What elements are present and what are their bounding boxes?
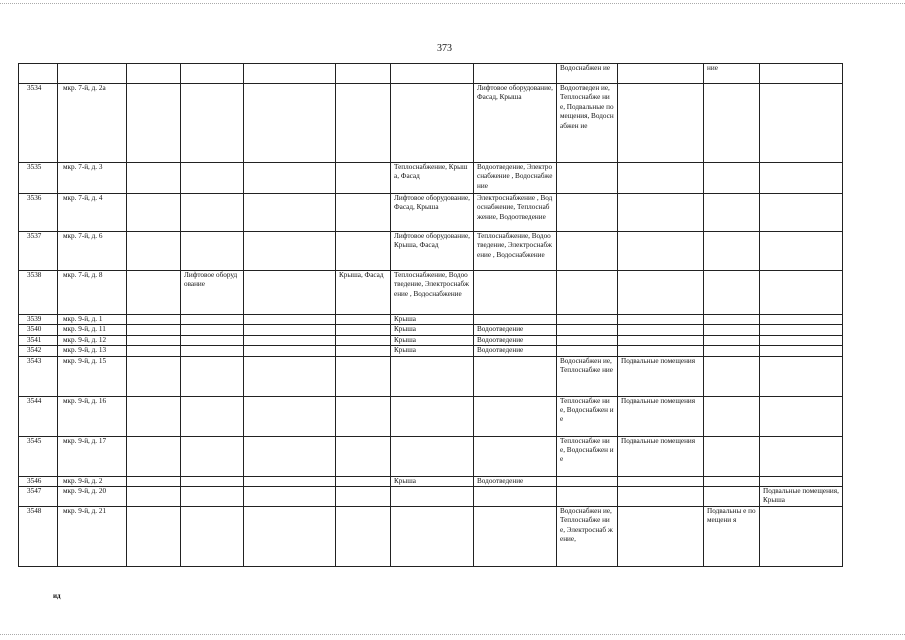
table-cell (127, 487, 181, 507)
scan-edge-bottom (0, 634, 905, 635)
table-cell: Крыша (391, 325, 474, 335)
footer-mark: ид (53, 592, 61, 600)
table-cell (244, 506, 336, 566)
table-cell (127, 163, 181, 194)
table-row (19, 396, 843, 436)
table-cell (760, 84, 843, 163)
table-cell: Лифтовое оборудование, Крыша, Фасад (391, 232, 474, 271)
table-cell (557, 487, 618, 507)
table-cell (391, 64, 474, 84)
table-cell: Крыша (391, 476, 474, 486)
table-cell (244, 232, 336, 271)
table-cell: Подвальны е помещени я (704, 506, 760, 566)
row-number-cell: 3535 (19, 163, 58, 194)
row-number-cell (19, 64, 58, 84)
table-cell (557, 271, 618, 315)
address-cell: мкр. 9-й, д. 2 (58, 476, 127, 486)
table-cell (181, 64, 244, 84)
table-cell (760, 356, 843, 396)
table-cell (704, 436, 760, 476)
table-cell (391, 356, 474, 396)
table-cell (704, 487, 760, 507)
table-cell (244, 436, 336, 476)
table-cell: Водоотведение (474, 325, 557, 335)
table-cell (704, 84, 760, 163)
row-number-cell: 3545 (19, 436, 58, 476)
address-cell: мкр. 9-й, д. 20 (58, 487, 127, 507)
table-row (19, 315, 843, 325)
table-cell (760, 346, 843, 356)
address-cell: мкр. 9-й, д. 21 (58, 506, 127, 566)
table-cell (760, 232, 843, 271)
table-cell (336, 506, 391, 566)
table-cell (244, 315, 336, 325)
table-row (19, 506, 843, 566)
table-cell (474, 64, 557, 84)
table-cell (336, 232, 391, 271)
table-cell (244, 163, 336, 194)
table-cell (391, 487, 474, 507)
table-cell (760, 64, 843, 84)
table-cell (618, 476, 704, 486)
table-cell (181, 194, 244, 232)
table-cell (618, 271, 704, 315)
table-cell (474, 487, 557, 507)
table-cell (704, 315, 760, 325)
row-number-cell: 3534 (19, 84, 58, 163)
table-cell (336, 346, 391, 356)
address-cell: мкр. 7-й, д. 6 (58, 232, 127, 271)
row-number-cell: 3537 (19, 232, 58, 271)
table-cell (336, 436, 391, 476)
table-cell (704, 476, 760, 486)
table-cell (704, 163, 760, 194)
table-cell (336, 356, 391, 396)
row-number-cell: 3541 (19, 335, 58, 345)
table-cell (181, 356, 244, 396)
table-row (19, 346, 843, 356)
table-cell (181, 396, 244, 436)
table-cell (474, 315, 557, 325)
table-cell (181, 232, 244, 271)
table-cell (391, 436, 474, 476)
address-cell: мкр. 9-й, д. 12 (58, 335, 127, 345)
address-cell (58, 64, 127, 84)
table-cell: Водоотведение, Электроснабжение , Водоснабжение (474, 163, 557, 194)
table-cell: Подвальные помещения, Крыша (760, 487, 843, 507)
table-cell (760, 476, 843, 486)
table-cell (760, 506, 843, 566)
table-cell (474, 271, 557, 315)
row-number-cell: 3544 (19, 396, 58, 436)
table-cell (181, 335, 244, 345)
table-row (19, 84, 843, 163)
row-number-cell: 3540 (19, 325, 58, 335)
address-cell: мкр. 9-й, д. 13 (58, 346, 127, 356)
table-row (19, 356, 843, 396)
table-cell (181, 506, 244, 566)
table-cell: Теплоснабже ние, Водоснабжен ие (557, 436, 618, 476)
table-cell (474, 356, 557, 396)
table-cell (760, 271, 843, 315)
address-cell: мкр. 7-й, д. 4 (58, 194, 127, 232)
table-row (19, 325, 843, 335)
table-cell (618, 315, 704, 325)
table-cell (336, 194, 391, 232)
table-cell (618, 335, 704, 345)
table-cell (704, 356, 760, 396)
table-cell: Водоотведен ие, Теплоснабже ние, Подвальные помещения, Водоснабжен ие (557, 84, 618, 163)
table-row (19, 476, 843, 486)
row-number-cell: 3543 (19, 356, 58, 396)
table-cell (474, 436, 557, 476)
table-cell (244, 335, 336, 345)
table-cell (704, 325, 760, 335)
address-cell: мкр. 7-й, д. 8 (58, 271, 127, 315)
table-cell (760, 163, 843, 194)
table-cell (127, 356, 181, 396)
table-cell: Водоснабжен ие, Теплоснабже ние (557, 356, 618, 396)
table-cell (244, 325, 336, 335)
table-cell (181, 476, 244, 486)
table-cell (336, 64, 391, 84)
table-cell: Подвальные помещения (618, 356, 704, 396)
table-cell: Крыша (391, 335, 474, 345)
table-cell (704, 396, 760, 436)
table-cell: Крыша (391, 315, 474, 325)
table-cell (618, 84, 704, 163)
table-cell (336, 84, 391, 163)
table-cell (704, 346, 760, 356)
table-cell (618, 325, 704, 335)
table-cell (474, 506, 557, 566)
table-cell (181, 436, 244, 476)
table-cell (618, 194, 704, 232)
address-cell: мкр. 9-й, д. 15 (58, 356, 127, 396)
table-cell (704, 335, 760, 345)
table-cell (127, 194, 181, 232)
table-cell (244, 346, 336, 356)
table-cell (618, 163, 704, 194)
table-cell (557, 163, 618, 194)
table-cell (557, 232, 618, 271)
table-cell (760, 436, 843, 476)
table-cell: Теплоснабжение, Крыша, Фасад (391, 163, 474, 194)
row-number-cell: 3547 (19, 487, 58, 507)
table-cell (760, 325, 843, 335)
table-cell (244, 396, 336, 436)
table-cell (618, 487, 704, 507)
row-number-cell: 3546 (19, 476, 58, 486)
table-row (19, 163, 843, 194)
table-cell: Теплоснабжение, Водоотведение, Электроснабжение , Водоснабжение (391, 271, 474, 315)
table-cell (391, 84, 474, 163)
table-cell (557, 325, 618, 335)
table-row (19, 487, 843, 507)
registry-table (18, 63, 843, 567)
table-cell: Лифтовое оборудование (181, 271, 244, 315)
address-cell: мкр. 9-й, д. 1 (58, 315, 127, 325)
table-cell (760, 194, 843, 232)
table-row (19, 194, 843, 232)
table-cell (127, 335, 181, 345)
table-cell (474, 396, 557, 436)
table-cell (127, 325, 181, 335)
table-cell (181, 346, 244, 356)
table-cell (181, 163, 244, 194)
table-cell: Теплоснабже ние, Водоснабжен ие (557, 396, 618, 436)
table-cell (181, 84, 244, 163)
table-cell (336, 487, 391, 507)
table-cell (336, 335, 391, 345)
table-cell (244, 476, 336, 486)
table-cell (336, 396, 391, 436)
table-row (19, 64, 843, 84)
table-cell (704, 271, 760, 315)
table-cell (557, 335, 618, 345)
scan-edge-top (0, 3, 905, 4)
table-row (19, 232, 843, 271)
table-cell (127, 476, 181, 486)
table-row (19, 335, 843, 345)
table-cell (618, 506, 704, 566)
table-cell (127, 346, 181, 356)
address-cell: мкр. 7-й, д. 2а (58, 84, 127, 163)
table-cell (244, 194, 336, 232)
table-cell (618, 64, 704, 84)
address-cell: мкр. 7-й, д. 3 (58, 163, 127, 194)
table-cell: Электроснабжение , Водоснабжение, Теплоснабжение, Водоотведение (474, 194, 557, 232)
table-cell (244, 271, 336, 315)
table-cell (244, 356, 336, 396)
table-cell (704, 194, 760, 232)
table-cell (336, 163, 391, 194)
table-cell (244, 84, 336, 163)
table-cell (336, 325, 391, 335)
row-number-cell: 3538 (19, 271, 58, 315)
table-cell (127, 84, 181, 163)
table-cell (557, 346, 618, 356)
table-cell (127, 506, 181, 566)
table-cell (704, 232, 760, 271)
table-cell (244, 64, 336, 84)
table-cell (181, 325, 244, 335)
table-cell (336, 476, 391, 486)
table-cell: Лифтовое оборудование, Фасад, Крыша (474, 84, 557, 163)
table-cell (336, 315, 391, 325)
table-cell: Водоотведение (474, 346, 557, 356)
table-cell: Лифтовое оборудование, Фасад, Крыша (391, 194, 474, 232)
table-cell (557, 315, 618, 325)
table-cell (618, 346, 704, 356)
table-row (19, 271, 843, 315)
page-number: 373 (437, 43, 452, 54)
table-cell (760, 335, 843, 345)
table-cell (181, 487, 244, 507)
table-cell (760, 315, 843, 325)
table-cell (127, 232, 181, 271)
table-cell (127, 64, 181, 84)
row-number-cell: 3548 (19, 506, 58, 566)
table-cell: Водоснабжен ие (557, 64, 618, 84)
table-row (19, 436, 843, 476)
table-cell: Подвальные помещения (618, 436, 704, 476)
table-cell (391, 396, 474, 436)
table-cell: Крыша (391, 346, 474, 356)
address-cell: мкр. 9-й, д. 17 (58, 436, 127, 476)
table-cell: Водоснабжен ие, Теплоснабже ние, Электроснаб жение, (557, 506, 618, 566)
table-cell (127, 315, 181, 325)
table-cell: ние (704, 64, 760, 84)
table-cell (760, 396, 843, 436)
table-cell: Подвальные помещения (618, 396, 704, 436)
table-cell (618, 232, 704, 271)
table-cell (181, 315, 244, 325)
address-cell: мкр. 9-й, д. 16 (58, 396, 127, 436)
table-cell: Водоотведение (474, 335, 557, 345)
table-cell: Водоотведение (474, 476, 557, 486)
table-cell (557, 194, 618, 232)
table-cell: Крыша, Фасад (336, 271, 391, 315)
table-cell (127, 396, 181, 436)
table-cell (391, 506, 474, 566)
row-number-cell: 3539 (19, 315, 58, 325)
address-cell: мкр. 9-й, д. 11 (58, 325, 127, 335)
row-number-cell: 3542 (19, 346, 58, 356)
table-cell (127, 271, 181, 315)
table-cell: Теплоснабжение, Водоотведение, Электроснабжение , Водоснабжение (474, 232, 557, 271)
table-cell (557, 476, 618, 486)
table-cell (244, 487, 336, 507)
table-cell (127, 436, 181, 476)
row-number-cell: 3536 (19, 194, 58, 232)
